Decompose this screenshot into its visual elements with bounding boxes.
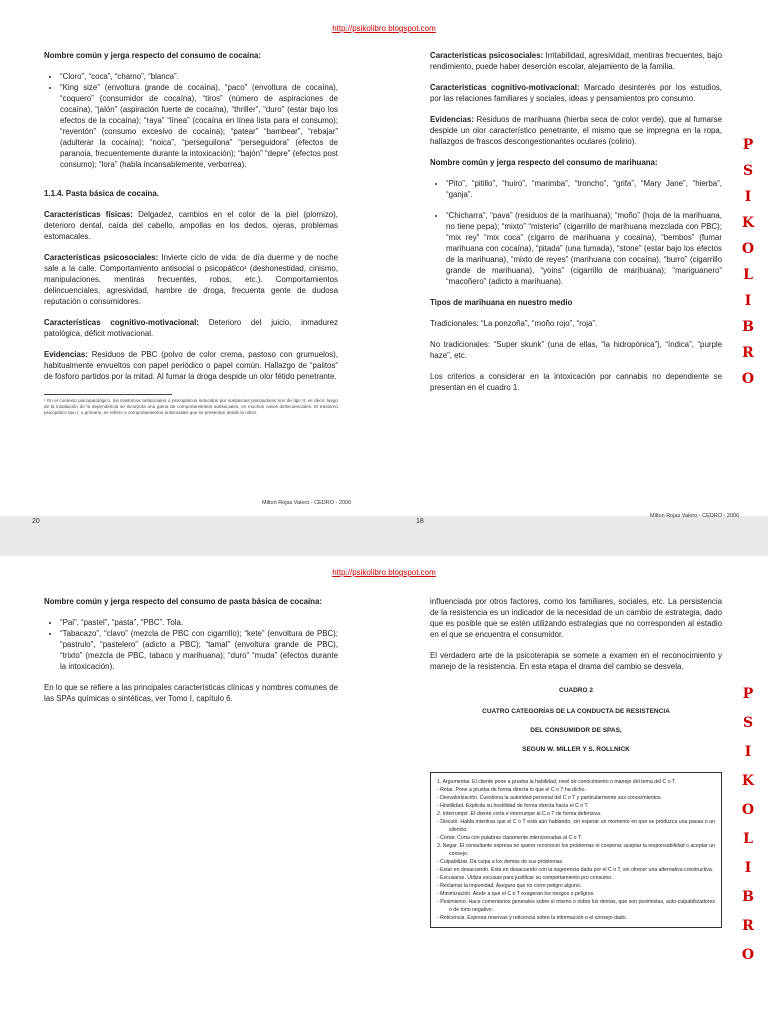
page-number: 20 [32, 518, 40, 525]
text: Marcado desinterés por los estudios, por las relaciones familiares y sociales, ideas y pensamientos pro consumo. [430, 83, 722, 103]
text: Residuos de marihuana (hierba seca de color verde), que al fumarse despide un olor característico penetrante, el mismo que se impregna en la ropa, hallazgos de frascos descongestionantes oculares (colirio). [430, 115, 722, 146]
list-item: - Reclamar la impunidad. Asegura que no corre peligro alguno. [437, 883, 582, 889]
list-item: - Discutir. Habla mientras que el C o T está aún hablando, sin esperar un momento en que se produzca una pausa o un silencio. [437, 819, 715, 833]
paragraph-criterios: Los criterios a considerar en la intoxicación por cannabis no dependiente se presentan en el cuadro 1. [430, 372, 722, 392]
pbc-jerga-list [44, 617, 338, 672]
bottom-left-column [44, 596, 338, 714]
section-title-pbc: 1.1.4. Pasta básica de cocaína. [44, 189, 159, 198]
list-item: - Reticencia. Expresa reservas y reticencia sobre la información o el consejo dado. [437, 915, 628, 921]
paragraph-cognitivo [430, 82, 722, 104]
paragraph-psicosociales [430, 50, 722, 72]
blog-url-link[interactable]: http://psikolibro.blogspot.com [332, 24, 436, 33]
text: Irritabilidad, agresividad, mentiras frecuentes, bajo rendimiento, puede haber deserción escolar, alejamiento de la familia. [430, 51, 722, 71]
label: Evidencias: [430, 115, 474, 124]
paragraph-evidencias [44, 349, 338, 382]
cuadro-title-line: CUATRO CATEGORÍAS DE LA CONDUCTA DE RESISTENCIA [482, 708, 670, 715]
bottom-right-column [430, 596, 722, 928]
paragraph-evidencias [430, 114, 722, 147]
blog-url-link[interactable]: http://psikolibro.blogspot.com [332, 568, 436, 577]
list-item: • “King size” (envoltura grande de cocaína), “paco” (envoltura de cocaína), “coquero” (consumidor de cocaína), “tiros” (número de aspiraciones de cocaína), “jalón” (aspiración fuerte de cocaína), “thriller”, “duro” (estar bajo los efectos de la cocaína); “raya” “línea” (cocaína en línea lista para el consumo); “reventón” (consumo excesivo de cocaína); “patear” “bambear”, “rebajar” (adulterar la cocaína); “noica”, “perseguilona” “perseguidora” (efectos de paranoia, frecuentemente durante la intoxicación); “bajón” “depre” (efectos post consumo); “lora” (habla incansablemente, verborrea). [60, 82, 338, 170]
text: Residuos de PBC (polvo de color crema, pastoso con grumuelos), habitualmente envueltos con papel periódico o papel común. Hallazgo de “palitos” de fósforo partidos por la mitad. Al fumar la droga despide un olor fétido penetrante. [44, 350, 338, 381]
paragraph-resistencia: influenciada por otros factores, como los familiares, sociales, etc. La persistencia de la resistencia es un indicador de la necesidad de un cambio de estrategia, dado que es posible que se estén utilizando estrategias que no corresponden al estadio en el que se encuentra el consumidor. [430, 597, 722, 639]
label: Características físicas: [44, 210, 133, 219]
marihuana-jerga-list [430, 178, 722, 287]
top-right-column [430, 50, 722, 403]
paragraph-spas: En lo que se refiere a las principales características clínicas y nombres comunes de las SPAs químicas o sintéticas, ver Tomo I, capítulo 6. [44, 683, 338, 703]
paragraph-cognitivo [44, 317, 338, 339]
text: Deterioro del juicio, inmadurez patológica, déficit motivacional. [44, 318, 338, 338]
label: Características cognitivo-motivacional: [430, 83, 580, 92]
psikolibro-side-logo: P S I K O L I B R O [741, 686, 755, 963]
text: Delgadez, cambios en el color de la piel (plomizo), deterioro dental, caída del cabello, ampollas en los dedos, ojeras, problemas estomacales. [44, 210, 338, 241]
label: Características psicosociales: [430, 51, 544, 60]
heading-pbc-jerga: Nombre común y jerga respecto del consumo de pasta básica de cocaína: [44, 597, 323, 606]
page-bottom [0, 556, 768, 1024]
list-item: - Hostilidad. Explicita su hostilidad de forma directa hacia el C o T. [437, 803, 589, 809]
footer-credit: Milton Rojas Valero - CEDRO - 2006 [650, 513, 740, 519]
label: Características cognitivo-motivacional: [44, 318, 199, 327]
list-item: - Culpabilizar. Da culpa a los demás de sus problemas. [437, 859, 564, 865]
list-item: - Retar. Pone a prueba de forma directa lo que el C o T ha dicho. [437, 787, 586, 793]
page-number: 18 [416, 518, 424, 525]
list-item: 2. Interrumpir. El cliente corta e interrumpe al C o T de forma defensiva. [437, 811, 602, 817]
list-item: - Excusarse. Utiliza excusas para justificar su comportamiento pro consumo. [437, 875, 613, 881]
paragraph-tradicionales: Tradicionales: “La ponzoña”, “moño rojo”, “roja”. [430, 319, 598, 328]
list-item: - Minimización. Alude a que el C o T exageran los riesgos o peligros. [437, 891, 595, 897]
footnote: ¹ En el contexto psicopatológico, los trastornos antisociales o psicopáticos inducidos por sustancias psicoactivas son de tipo II; es decir, luego de la instalación de la dependencia se incorpora una gama de comportamientos antisociales, en muchos casos delincuenciales. El trastorno psicopático tipo I, o primario, se refiere a comportamientos antisociales que se presentan desde la niñez. [44, 398, 338, 415]
footnote-divider [44, 394, 172, 395]
list-item: • “Pai”, “pastel”, “pasta”, “PBC”. Tola. [60, 617, 338, 628]
list-item: - Estar en desacuerdo. Está en desacuerdo con la sugerencia dada por el C o T, sin ofrecer una alternativa constructiva. [437, 867, 714, 873]
heading-tipos-marihuana: Tipos de marihuana en nuestro medio [430, 298, 573, 307]
list-item: • “Chicharra”, “pava” (residuos de la marihuana); “moño” (hoja de la marihuana, no tiene pepa); “mixto” “misterio” (cigarrillo de marihuana mezclada con PBC); “mix rey” “mix coca” (cigarro de marihuana y cocaína), “bembos” (fumar marihuana con cocaína), “pitada” (una fumada), “stone” (estar bajo los efectos de la marihuana), “mixto de reyes” (marihuana con cocaína), “burro” (cigarrillo grande de marihuana), “yoins” (cigarrillo de marihuana); “mariguanero” “macoñero” (adicto a marihuana). [446, 210, 722, 287]
heading-cocaina-jerga: Nombre común y jerga respecto del consumo de cocaína: [44, 51, 262, 60]
heading-marihuana-jerga: Nombre común y jerga respecto del consumo de marihuana: [430, 158, 658, 167]
paragraph-fisicas [44, 209, 338, 242]
cuadro-title-line: DEL CONSUMIDOR DE SPAS, [530, 727, 622, 734]
paragraph-psicoterapia: El verdadero arte de la psicoterapia se somete a examen en el reconocimiento y manejo de la resistencia. En esta etapa el drama del cambio se desvela. [430, 651, 722, 671]
cuadro-2-table [430, 772, 722, 928]
list-item: - Desvalorización. Cuestiona la autoridad personal del C o T y particularmente sus conocimientos. [437, 795, 663, 801]
top-left-column [44, 50, 338, 416]
list-item: 3. Negar. El consultante expresa no querer reconocer los problemas ni cooperar, aceptar la responsabilidad o aceptar un consejo. [437, 843, 715, 857]
list-item: 1. Argumentar. El cliente pone a prueba la habilidad, nivel de conocimiento o manejo del tema del C o T. [437, 779, 676, 785]
paragraph-no-tradicionales: No tradicionales: “Super skunk” (una de ellas, “la hidropónica”), “índica”, “purple haze”, etc. [430, 340, 722, 360]
label: Evidencias: [44, 350, 88, 359]
cuadro-title-line: SEGUN W. MILLER Y S. ROLLNICK [522, 746, 630, 753]
footer-credit: Milton Rojas Valero - CEDRO - 2006 [262, 500, 352, 506]
cocaina-jerga-list [44, 71, 338, 170]
psikolibro-side-logo: P S I K O L I B R O [741, 137, 755, 387]
list-item: - Cortar. Corta con palabras claramente intencionadas al C o T. [437, 835, 582, 841]
list-item: • “Pito”, “pitillo”, “huiro”, “marimba”, “troncho”, “grifa”, “Mary Jane”, “hierba”, “ganja”. [446, 178, 722, 200]
cuadro-label: CUADRO 2 [559, 687, 593, 694]
list-item: • “Cloro”, “coca”, “chamo”, “blanca”. [60, 71, 338, 82]
paragraph-psicosociales [44, 252, 338, 307]
text: Invierte ciclo de vida: de día duerme y de noche sale a la calle. Comportamiento antisocial o psicopático¹ (deshonestidad, cinismo, manipulaciones, mentiras frecuentes, robos, etc.). Comportamientos delincuenciales, agresividad, hambre de droga, frecuenta gente de dudosa reputación o consumidores. [44, 253, 338, 306]
label: Características psicosociales: [44, 253, 159, 262]
list-item: • “Tabacazo”, “clavo” (mezcla de PBC con cigarrillo); “kete” (envoltura de PBC); “pastrulo”, “pastelero” (adicto a PBC); “tamal” (envoltura grande de PBC), “trixto” (mezcla de PBC, tabaco y marihuana); “duro” “muda” (efectos durante la intoxicación). [60, 628, 338, 672]
list-item: - Pesimismo. Hace comentarios generales sobre sí mismo o sobre los demás, que son pesimistas, auto-culpabilizadores o de tono negativo. [437, 899, 715, 913]
